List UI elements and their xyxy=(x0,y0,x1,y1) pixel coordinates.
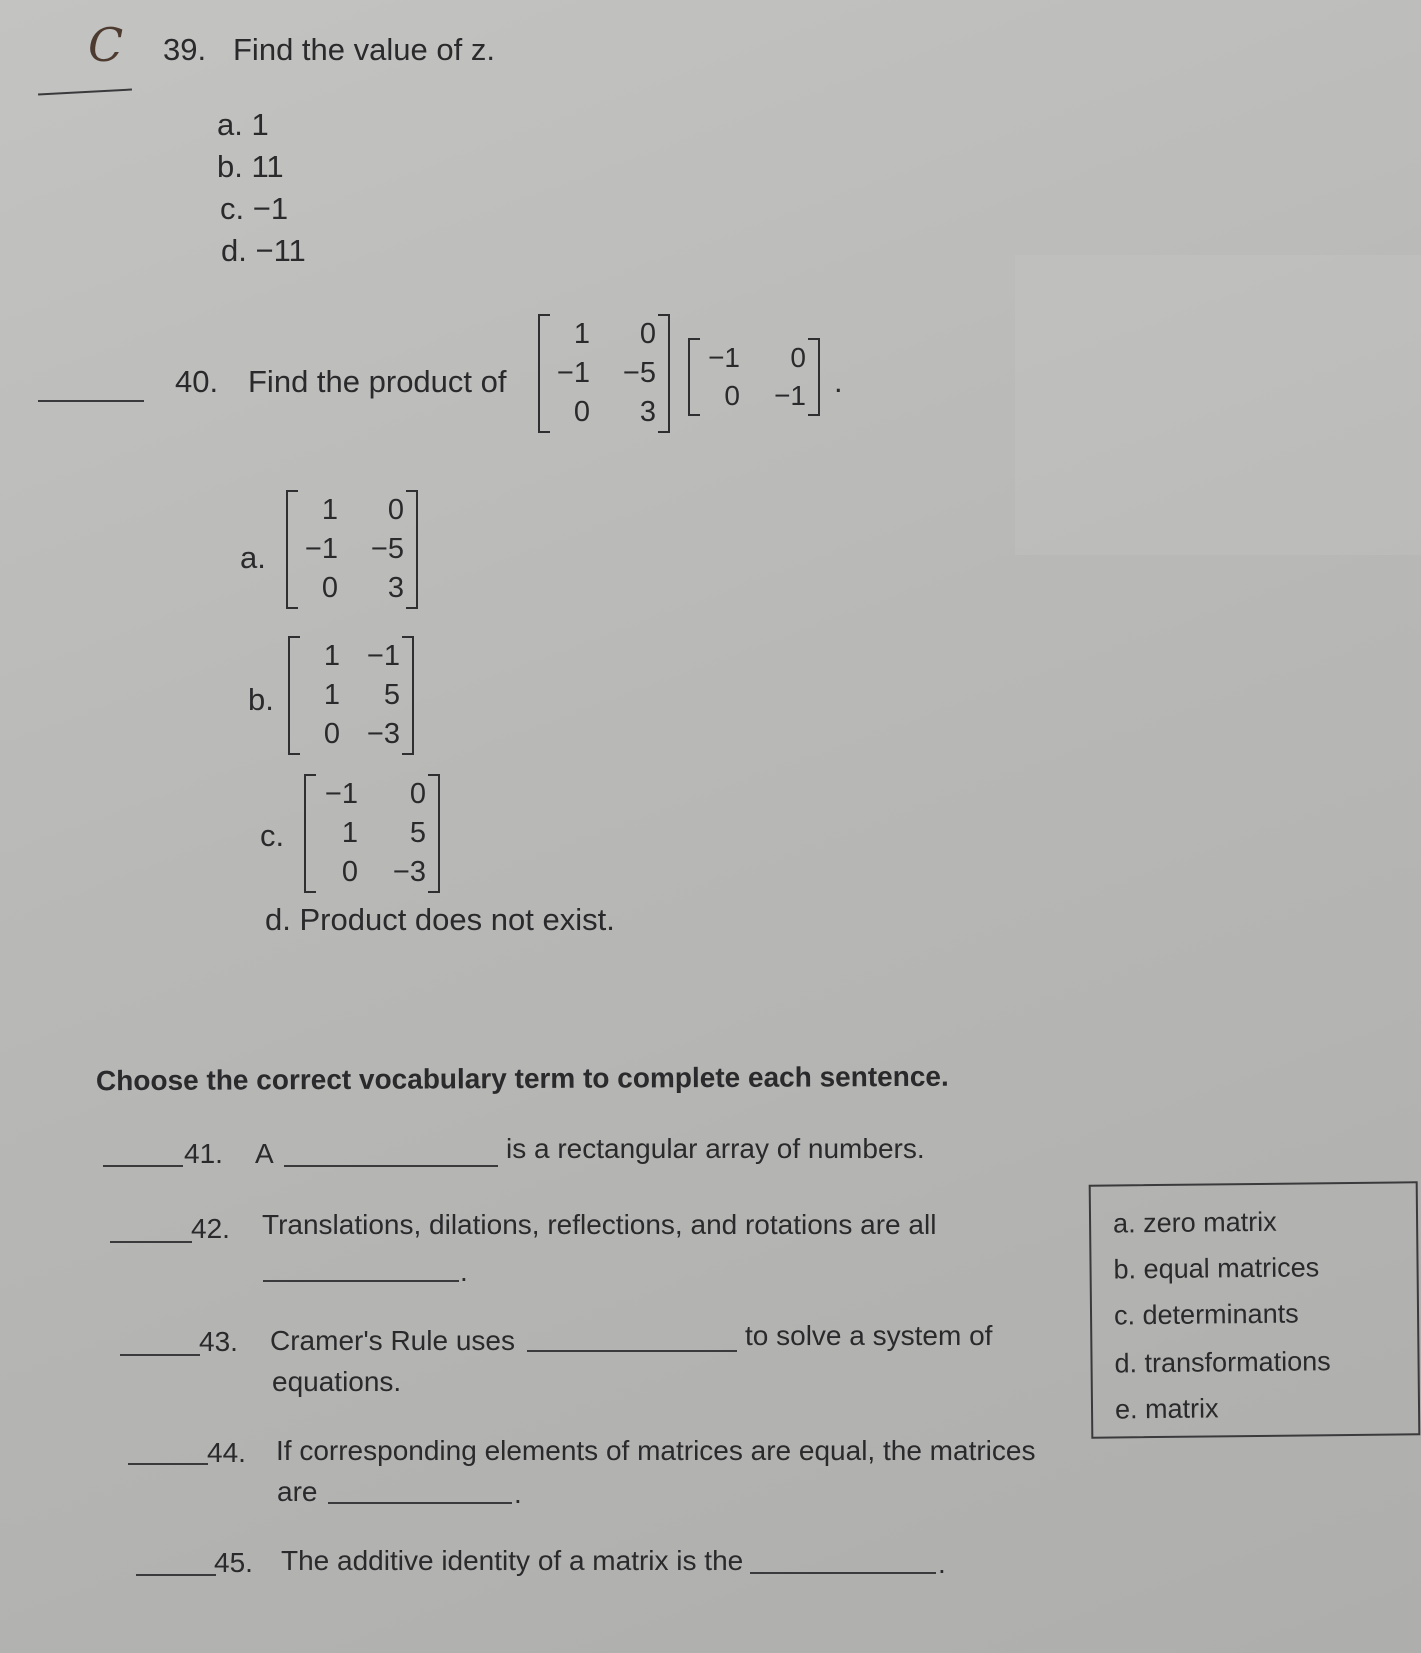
q40-matrix-a xyxy=(552,318,656,429)
matrix-cell: 0 xyxy=(790,342,806,373)
answer-blank-41[interactable] xyxy=(103,1165,183,1167)
matrix-cell: 5 xyxy=(383,679,400,711)
faded-bleedthrough-area xyxy=(1015,255,1421,555)
matrix-cell: 1 xyxy=(321,494,338,526)
q39-option-b: b. 11 xyxy=(217,149,284,184)
fill-blank-41[interactable] xyxy=(284,1165,498,1167)
answer-blank-44[interactable] xyxy=(128,1463,208,1465)
matrix-cell: −1 xyxy=(556,357,590,389)
q40-option-d: d. Product does not exist. xyxy=(265,902,615,937)
matrix-cell: 3 xyxy=(387,572,404,604)
question-44-line2: are xyxy=(277,1476,318,1507)
q39-option-a: a. 1 xyxy=(217,107,269,142)
question-45-end: . xyxy=(938,1548,946,1579)
matrix-cell: −5 xyxy=(370,533,404,565)
matrix-cell: −1 xyxy=(774,380,806,411)
matrix-cell: −1 xyxy=(366,640,400,672)
matrix-cell: −5 xyxy=(622,357,656,389)
question-43-number: 43. xyxy=(199,1326,238,1357)
question-39-text: Find the value of z. xyxy=(233,32,495,67)
question-42-text: Translations, dilations, reflections, and rotations are all xyxy=(262,1209,937,1240)
question-42-end: . xyxy=(460,1256,468,1287)
question-40-text: Find the product of xyxy=(248,364,507,399)
matrix-cell: 0 xyxy=(639,318,656,350)
matrix-cell: 0 xyxy=(321,572,338,604)
fill-blank-44[interactable] xyxy=(328,1502,512,1504)
fill-blank-42[interactable] xyxy=(263,1280,459,1282)
matrix-cell: −1 xyxy=(324,778,358,810)
matrix-cell: 0 xyxy=(341,856,358,888)
q40-option-b-matrix xyxy=(302,640,400,751)
vocab-term-a: a. zero matrix xyxy=(1112,1206,1277,1239)
fill-blank-45[interactable] xyxy=(750,1572,936,1574)
answer-blank-40[interactable] xyxy=(38,400,144,402)
answer-blank-43[interactable] xyxy=(120,1354,200,1356)
answer-blank-45[interactable] xyxy=(136,1574,216,1576)
handwritten-answer-mark: C xyxy=(88,18,124,72)
question-44-text: If corresponding elements of matrices are equal, the matrices xyxy=(276,1435,1036,1466)
matrix-cell: 0 xyxy=(724,380,740,411)
matrix-cell: 1 xyxy=(323,679,340,711)
answer-blank-42[interactable] xyxy=(110,1241,192,1243)
question-45-text: The additive identity of a matrix is the xyxy=(281,1545,744,1576)
q40-option-a-matrix xyxy=(300,494,404,605)
question-43-text-after: to solve a system of xyxy=(745,1320,993,1351)
vocab-section-heading: Choose the correct vocabulary term to complete each sentence. xyxy=(95,1060,949,1097)
vocab-term-b: b. equal matrices xyxy=(1113,1252,1320,1285)
question-40-number: 40. xyxy=(175,364,219,399)
matrix-cell: 0 xyxy=(323,718,340,750)
q40-option-c-matrix xyxy=(318,778,426,889)
matrix-cell: −3 xyxy=(366,718,400,750)
matrix-cell: −1 xyxy=(304,533,338,565)
question-45-number: 45. xyxy=(214,1547,253,1578)
q40-option-b-letter: b. xyxy=(248,682,274,717)
fill-blank-43[interactable] xyxy=(527,1350,737,1352)
q39-option-c: c. −1 xyxy=(220,191,289,226)
vocab-term-e: e. matrix xyxy=(1114,1393,1219,1425)
matrix-cell: 0 xyxy=(409,778,426,810)
question-43-text: Cramer's Rule uses xyxy=(270,1325,515,1356)
vocab-term-c: c. determinants xyxy=(1113,1298,1299,1331)
vocabulary-term-box xyxy=(1089,1181,1421,1438)
q40-option-c-letter: c. xyxy=(260,818,285,853)
q40-matrix-b xyxy=(702,342,806,412)
matrix-cell: 1 xyxy=(341,817,358,849)
matrix-cell: −3 xyxy=(392,856,426,888)
question-42-number: 42. xyxy=(191,1213,230,1244)
question-39-number: 39. xyxy=(163,32,207,67)
q39-option-d: d. −11 xyxy=(221,233,306,268)
matrix-cell: 1 xyxy=(573,318,590,350)
matrix-cell: 5 xyxy=(409,817,426,849)
question-44-end: . xyxy=(514,1478,522,1509)
question-44-number: 44. xyxy=(207,1437,246,1468)
answer-blank-39[interactable] xyxy=(38,89,132,96)
question-41-article: A xyxy=(255,1138,274,1169)
matrix-cell: 1 xyxy=(323,640,340,672)
matrix-cell: −1 xyxy=(708,342,740,373)
question-43-line2: equations. xyxy=(272,1366,402,1397)
question-41-text: is a rectangular array of numbers. xyxy=(506,1133,925,1164)
matrix-cell: 0 xyxy=(387,494,404,526)
question-40-period: . xyxy=(834,364,843,399)
question-41-number: 41. xyxy=(184,1138,223,1169)
q40-option-a-letter: a. xyxy=(240,540,266,575)
matrix-cell: 3 xyxy=(639,396,656,428)
matrix-cell: 0 xyxy=(573,396,590,428)
vocab-term-d: d. transformations xyxy=(1114,1346,1331,1379)
